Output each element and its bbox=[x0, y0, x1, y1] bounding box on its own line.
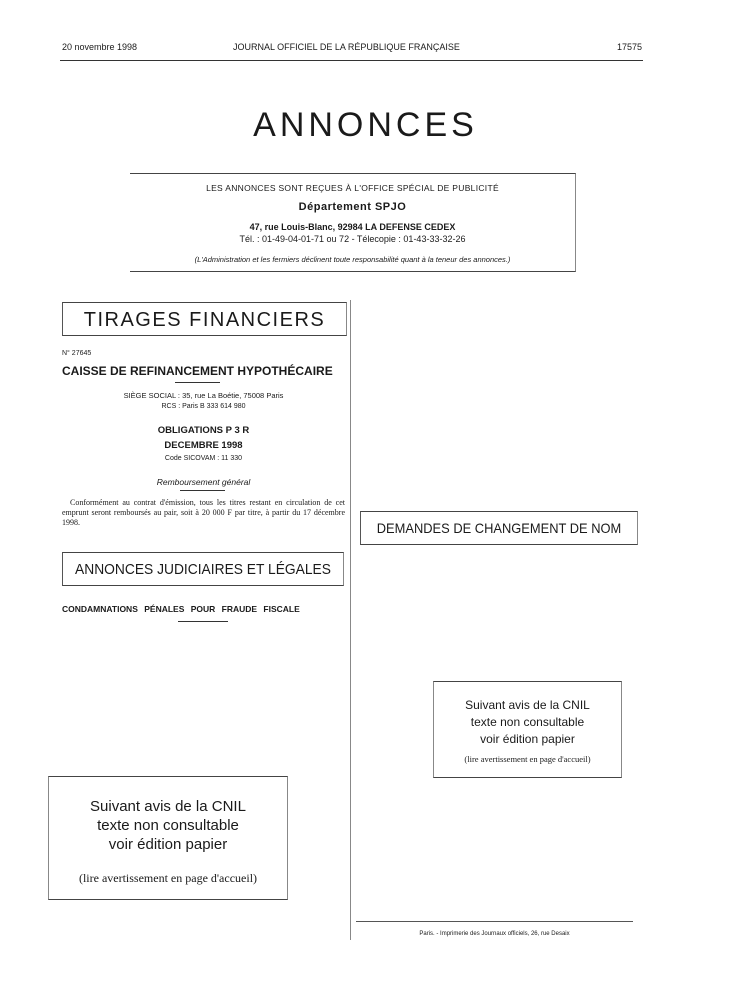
tirages-heading-box bbox=[62, 302, 347, 336]
cnil-text-right bbox=[434, 697, 621, 748]
header-page-number: 17575 bbox=[617, 42, 643, 52]
condamnations-heading: CONDAMNATIONS PÉNALES POUR FRAUDE FISCALE bbox=[62, 604, 300, 614]
footer-printer: Paris. - Imprimerie des Journaux officiels, 26, rue Desaix bbox=[419, 931, 570, 937]
cnil-note-left: (lire avertissement en page d'accueil) bbox=[78, 871, 258, 885]
cnil-line1: Suivant avis de la CNIL bbox=[90, 798, 246, 815]
remboursement: Remboursement général bbox=[156, 477, 251, 487]
header-journal: JOURNAL OFFICIEL DE LA RÉPUBLIQUE FRANÇAISE bbox=[233, 42, 460, 52]
separator-rule bbox=[175, 382, 220, 383]
changement-heading: DEMANDES DE CHANGEMENT DE NOM bbox=[376, 520, 622, 536]
cnil-line2: texte non consultable bbox=[470, 715, 585, 729]
sicovam-code: Code SICOVAM : 11 330 bbox=[164, 455, 243, 462]
notice-phone: Tél. : 01-49-04-01-71 ou 72 - Télecopie : 01-43-33-32-26 bbox=[239, 234, 466, 244]
column-divider bbox=[350, 300, 351, 940]
cnil-box-right bbox=[433, 681, 622, 778]
cnil-line3: voir édition papier bbox=[480, 732, 575, 746]
remboursement-paragraph: Conformément au contrat d'émission, tous les titres restant en circulation de cet emprunt seront remboursés au pair, soit à 20 000 F par titre, à partir du 17 décembre 1998. bbox=[62, 498, 345, 527]
page-title: ANNONCES bbox=[253, 106, 478, 144]
notice-disclaimer: (L'Administration et les fermiers déclinent toute responsabilité quant à la teneur des annonces.) bbox=[194, 255, 511, 264]
cnil-text-left bbox=[49, 797, 287, 854]
cnil-line2: texte non consultable bbox=[97, 817, 239, 834]
notice-department: Département SPJO bbox=[298, 201, 407, 213]
cnil-box-left bbox=[48, 776, 288, 900]
obligations-line2: DECEMBRE 1998 bbox=[164, 440, 243, 451]
cnil-line1: Suivant avis de la CNIL bbox=[465, 698, 590, 712]
siege-social: SIÈGE SOCIAL : 35, rue La Boétie, 75008 Paris bbox=[123, 391, 284, 400]
footer-rule bbox=[356, 921, 633, 922]
company-name: CAISSE DE REFINANCEMENT HYPOTHÉCAIRE bbox=[62, 364, 333, 378]
cnil-note-right: (lire avertissement en page d'accueil) bbox=[464, 754, 591, 764]
header-date: 20 novembre 1998 bbox=[62, 42, 138, 52]
notice-line1: LES ANNONCES SONT REÇUES À L'OFFICE SPÉCIAL DE PUBLICITÉ bbox=[206, 183, 499, 193]
changement-heading-box bbox=[360, 511, 638, 545]
annonce-number: N° 27645 bbox=[62, 350, 92, 357]
notice-box bbox=[130, 173, 576, 272]
notice-address: 47, rue Louis-Blanc, 92984 LA DEFENSE CEDEX bbox=[249, 222, 456, 232]
rcs: RCS : Paris B 333 614 980 bbox=[161, 403, 246, 410]
obligations-line1: OBLIGATIONS P 3 R bbox=[157, 425, 250, 436]
separator-rule-3 bbox=[178, 621, 228, 622]
separator-rule-2 bbox=[180, 490, 225, 491]
header-rule bbox=[60, 60, 643, 61]
tirages-heading: TIRAGES FINANCIERS bbox=[83, 309, 326, 331]
judiciaires-heading-box bbox=[62, 552, 344, 586]
cnil-line3: voir édition papier bbox=[108, 836, 228, 853]
judiciaires-heading: ANNONCES JUDICIAIRES ET LÉGALES bbox=[75, 561, 331, 578]
